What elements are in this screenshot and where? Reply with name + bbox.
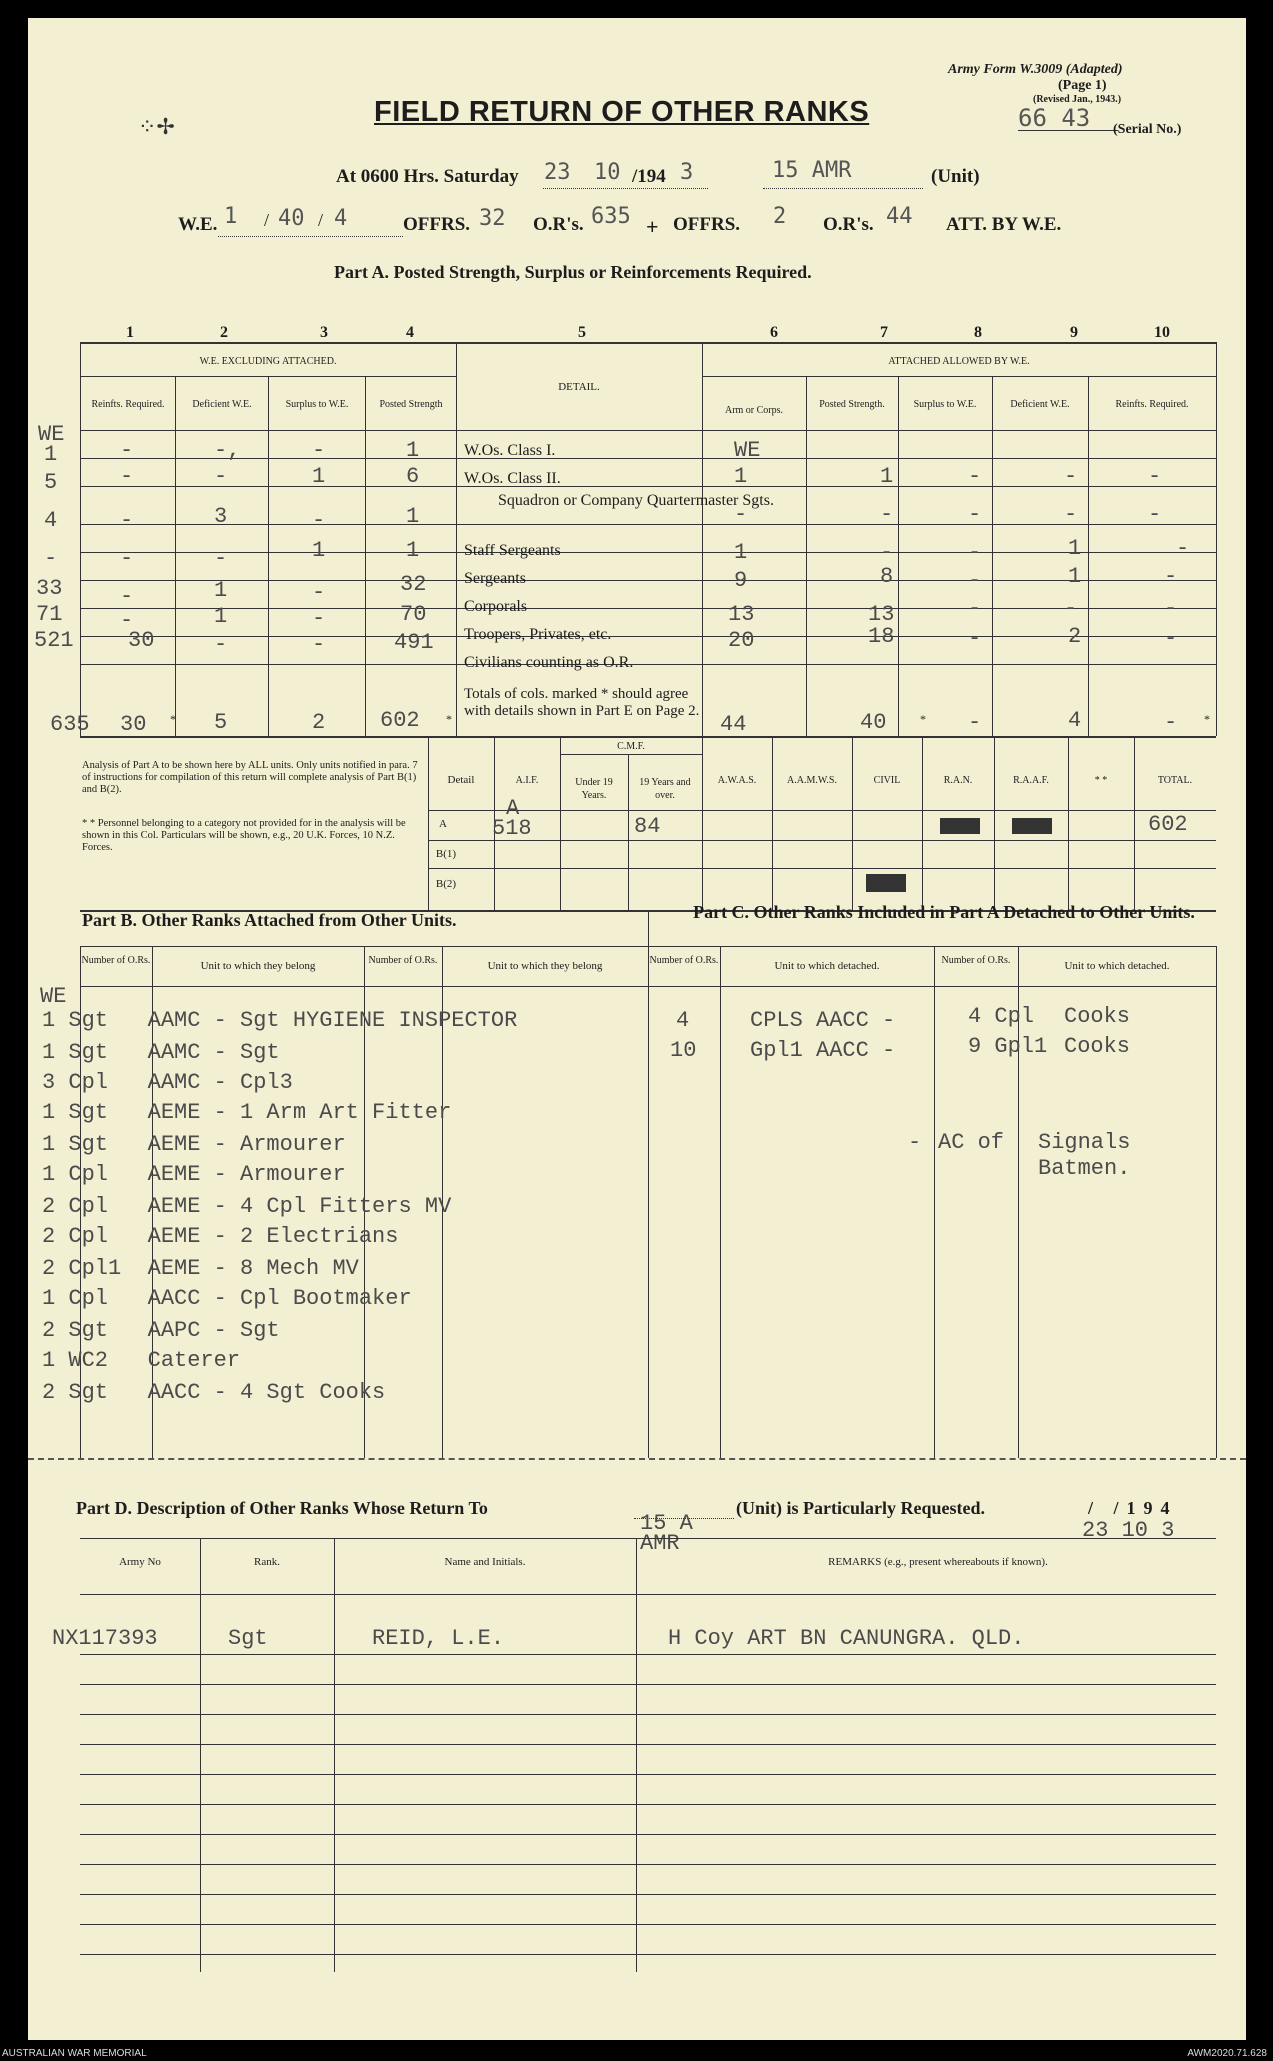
analysis-row-label: A <box>439 818 447 830</box>
cell-att-surplus: - <box>968 540 982 565</box>
cell-deficient: -, <box>214 438 241 463</box>
part-b-entry: 2 Cpl AEME - 2 Electrians <box>42 1224 399 1249</box>
col-number: 3 <box>320 324 328 341</box>
col-number: 4 <box>406 324 414 341</box>
part-c-num2: 9 Gpl1 <box>968 1034 1048 1059</box>
total-deficient: 5 <box>214 710 228 735</box>
cell-reinfts: - <box>120 508 134 533</box>
part-c-unit: - <box>908 1130 922 1155</box>
part-b-entry: 2 Cpl AEME - 4 Cpl Fitters MV <box>42 1194 452 1219</box>
ink-mark: ⁘✢ <box>138 114 175 139</box>
redaction-block <box>866 874 906 892</box>
part-d-header: Rank. <box>254 1556 280 1568</box>
cell-reinfts: - <box>120 584 134 609</box>
part-c-header: Unit to which detached. <box>774 960 880 972</box>
col-number: 9 <box>1070 324 1078 341</box>
cell-deficient: - <box>214 546 228 571</box>
part-c-header: Number of O.Rs. <box>649 955 719 966</box>
cell-att-surplus: - <box>968 626 982 651</box>
totals-detail: Totals of cols. marked * should agree with details shown in Part E on Page 2. <box>464 686 700 719</box>
page-title: FIELD RETURN OF OTHER RANKS <box>374 96 870 128</box>
cell-arm: - <box>734 502 748 527</box>
col-header: Surplus to W.E. <box>913 399 977 410</box>
army-number: NX117393 <box>52 1626 158 1651</box>
cell-deficient: 1 <box>214 604 228 629</box>
ors-value: 635 <box>591 204 631 229</box>
cell-deficient: - <box>214 632 228 657</box>
part-d-title-prefix: Part D. Description of Other Ranks Whose Return To <box>76 1498 488 1518</box>
cell-att-reinfts: - <box>1176 536 1190 561</box>
margin-value: 71 <box>36 602 63 627</box>
part-b-entry: 1 Sgt AEME - Armourer <box>42 1132 346 1157</box>
cell-att-deficient: - <box>1064 502 1078 527</box>
analysis-header: A.W.A.S. <box>717 775 757 786</box>
cell-surplus: - <box>312 580 326 605</box>
part-b-entry: 3 Cpl AAMC - Cpl3 <box>42 1070 293 1095</box>
cell-reinfts: 30 <box>128 628 155 653</box>
we-value-1: 1 <box>224 204 238 229</box>
cell-att-surplus: - <box>968 502 982 527</box>
cell-posted: 1 <box>406 504 420 529</box>
unit-value: 15 AMR <box>772 158 852 183</box>
cell-arm: 9 <box>734 568 748 593</box>
offrs2-label: OFFRS. <box>673 214 741 235</box>
form-sheet: Army Form W.3009 (Adapted) (Page 1) (Revised Jan., 1943.) 66 43 (Serial No.) FIELD RETURN OF OTHER RANKS ⁘✢ At 0600 Hrs. Saturday 23 10 /194 3 15 AMR (Unit) W.E. 1 / 40 / 4 OFFRS. 32 O.R's. 635 + OFFRS. 2 O.R's. 44 ATT. BY W.E. Part A. Posted Strength, Surplus or Reinforcements Required. 1 2 3 4 5 6 7 8 9 10 W.E. EXCLUDING ATTACHED. ATTACHED ALLOWED BY W.E. DETAIL. Reinfts. Required. Deficient W.E. Surplus to W.E. Posted Strength Arm or Corps. Posted Strength. Surplus to W.E. Deficient W.E. Reinfts. Required. WE 1 - -, - 1 W.Os. Class I. WE 5 - - 1 6 W.Os. Class II. 1 1 - - - 4 - 3 - 1 Squadron or Company Quartermaster Sgts. - - - - - - - - 1 1 Staff Sergeants 1 - - 1 - 33 - 1 - 32 Sergeants 9 8 - 1 - 71 - 1 - 70 Corporals 13 13 - - - 521 30 - - 491 Troopers, Privates, etc. 20 18 - 2 - Civilians counting as O.R. Totals of cols. marked * should agree with details shown in Part E on Page 2. 635 30 5 2 602 * * 44 40 * - 4 - * Analysis of Part A to be shown here by ALL units. Only units notified in para. 7 of instructions for compilation of this return will complete analysis of Part B(1) and B(2). * * Personnel belonging to a category not provided for in the analysis will be shown in this Col. Particulars will be shown, e.g., 20 U.K. Forces, 10 N.Z. Forces. Detail A.I.F. C.M.F. Under 19 Years. 19 Years and over. A.W.A.S. A.A.M.W.S. CIVIL R.A.N. R.A.A.F. * * TOTAL. A B(1) B(2) A 518 84 602 Part B. Other Ranks Attached from Other Units. Part C. Other Ranks Included in Part A Detached to Other Units. Number of O.Rs. Unit to which they belong Number of O.Rs. Unit to which they belong Number of O.Rs. Unit to which detached. Number of O.Rs. Unit to which detached. WE 1 Sgt AAMC - Sgt HYGIENE INSPECTOR 1 Sgt AAMC - Sgt 3 Cpl AAMC - Cpl3 1 Sgt AEME - 1 Arm Art Fitter 1 Sgt AEME - Armourer 1 Cpl AEME - Armourer 2 Cpl AEME - 4 Cpl Fitters MV 2 Cpl AEME - 2 Electrians 2 Cpl1 AEME - 8 Mech MV 1 Cpl AACC - Cpl Bootmaker 2 Sgt AAPC - Sgt 1 WC2 Caterer 2 Sgt AACC - 4 Sgt Cooks 4 CPLS AACC - 4 Cpl Cooks 10 Gpl1 AACC - 9 Gpl1 Cooks - AC of Signals Batmen. Part D. Description of Other Ranks Whose Return To (Unit) is Particularly Requested. / /194 15 A AMR 23 10 3 Army No Rank. Name and Initials. REMARKS (e.g., present whereabouts if known). NX117393 Sgt REID, L.E. H Coy ART BN CANUNGRA. QLD. <box>28 18 1246 2040</box>
analysis-header: 19 Years and over. <box>639 777 691 801</box>
cell-arm: 20 <box>728 628 755 653</box>
col-number: 6 <box>770 324 778 341</box>
cell-att-deficient: 1 <box>1068 564 1082 589</box>
offrs-label: OFFRS. <box>403 214 471 235</box>
we-label: W.E. <box>178 214 218 235</box>
cell-posted: 6 <box>406 464 420 489</box>
part-b-entry: 1 Sgt AEME - 1 Arm Art Fitter <box>42 1100 452 1125</box>
footer-right: AWM2020.71.628 <box>1187 2048 1267 2059</box>
cell-att-posted: - <box>880 540 894 565</box>
part-b-entry: 1 WC2 Caterer <box>42 1348 241 1373</box>
ors2-value: 44 <box>886 204 913 229</box>
part-c-unit2: Cooks <box>1064 1004 1131 1029</box>
cell-arm: 1 <box>734 540 748 565</box>
detail-label: W.Os. Class II. <box>464 470 561 487</box>
col-number: 7 <box>880 324 888 341</box>
form-id: Army Form W.3009 (Adapted) <box>948 62 1123 77</box>
col-number: 5 <box>578 324 586 341</box>
part-d-title-mid: (Unit) is Particularly Requested. <box>736 1498 985 1518</box>
analysis-header: A.I.F. <box>515 775 539 786</box>
part-b-header: Number of O.Rs. <box>81 955 151 966</box>
cell-deficient: - <box>214 464 228 489</box>
part-c-num2: AC of <box>938 1130 1005 1155</box>
col-header: Deficient W.E. <box>1010 399 1070 410</box>
revised-date: (Revised Jan., 1943.) <box>1033 94 1122 105</box>
part-c-unit: CPLS AACC - <box>750 1008 896 1033</box>
part-c-unit2: Cooks <box>1064 1034 1131 1059</box>
col-header: Posted Strength <box>379 399 443 410</box>
page-number: (Page 1) <box>1058 78 1107 93</box>
part-c-unit2: Signals Batmen. <box>1038 1130 1131 1181</box>
col-header: Reinfts. Required. <box>91 399 165 410</box>
part-d-header: Name and Initials. <box>444 1556 526 1568</box>
cell-surplus: - <box>312 632 326 657</box>
part-c-num2: 4 Cpl <box>968 1004 1035 1029</box>
cell-att-reinfts: - <box>1148 502 1162 527</box>
part-c-num: 4 <box>676 1008 690 1033</box>
cmf-over19: 84 <box>634 814 661 839</box>
part-c-num: 10 <box>670 1038 697 1063</box>
part-b-entry: 1 Cpl AACC - Cpl Bootmaker <box>42 1286 412 1311</box>
part-d-title-date: / /194 <box>1088 1498 1178 1518</box>
total-att-surplus: - <box>968 710 982 735</box>
cell-reinfts: - <box>120 464 134 489</box>
analysis-row-label: B(2) <box>435 878 457 890</box>
analysis-header: CIVIL <box>873 775 901 786</box>
analysis-total: 602 <box>1148 812 1188 837</box>
footer-left: AUSTRALIAN WAR MEMORIAL <box>2 2048 147 2059</box>
detail-label: Sergeants <box>464 570 526 587</box>
serial-value: 66 43 <box>1018 104 1091 132</box>
cell-att-deficient: 1 <box>1068 536 1082 561</box>
part-a-title: Part A. Posted Strength, Surplus or Reinforcements Required. <box>334 262 812 282</box>
part-d-unit-value: 15 A AMR <box>640 1511 693 1556</box>
redaction-block <box>1012 818 1052 834</box>
cell-att-posted: - <box>880 502 894 527</box>
detail-label: Civilians counting as O.R. <box>464 654 634 671</box>
col-number: 2 <box>220 324 228 341</box>
col-header: Arm or Corps. <box>724 405 784 416</box>
date-underline <box>543 188 708 189</box>
we-margin: WE <box>38 422 65 447</box>
cell-att-reinfts: - <box>1164 596 1178 621</box>
cell-att-posted: 13 <box>868 602 895 627</box>
cell-deficient: 3 <box>214 504 228 529</box>
ors-label: O.R's. <box>533 214 584 235</box>
part-b-entry: 1 Sgt AAMC - Sgt <box>42 1040 280 1065</box>
part-c-title: Part C. Other Ranks Included in Part A Detached to Other Units. <box>693 902 1195 922</box>
offrs2-value: 2 <box>773 204 787 229</box>
analysis-header: Under 19 Years. <box>575 777 613 801</box>
offrs-value: 32 <box>479 206 506 231</box>
total-att-reinfts: - <box>1164 710 1178 735</box>
detail-label: W.Os. Class I. <box>464 442 556 459</box>
plus-sign: + <box>646 214 659 239</box>
cell-reinfts: - <box>120 608 134 633</box>
part-b-entry: 2 Sgt AAPC - Sgt <box>42 1318 280 1343</box>
star-mark: * <box>920 712 926 726</box>
cell-att-deficient: - <box>1064 464 1078 489</box>
part-b-entry: 2 Sgt AACC - 4 Sgt Cooks <box>42 1380 386 1405</box>
at-line-label: At 0600 Hrs. Saturday <box>336 166 519 187</box>
analysis-note-2: * * Personnel belonging to a category not provided for in the analysis will be shown in this Col. Particulars will be shown, e.g., 20 U.K. Forces, 10 N.Z. Forces. <box>82 818 406 853</box>
analysis-header: TOTAL. <box>1157 775 1193 786</box>
cell-reinfts: - <box>120 546 134 571</box>
part-b-title: Part B. Other Ranks Attached from Other Units. <box>82 910 457 930</box>
cell-posted: 32 <box>400 572 427 597</box>
detail-label: Squadron or Company Quartermaster Sgts. <box>498 492 774 509</box>
serial-underline <box>1018 130 1118 131</box>
remarks: H Coy ART BN CANUNGRA. QLD. <box>668 1626 1025 1651</box>
group-header-left: W.E. EXCLUDING ATTACHED. <box>199 356 337 367</box>
we-value-3: 4 <box>334 206 348 231</box>
we-underline <box>218 236 403 237</box>
date-year-suffix: 3 <box>680 160 694 185</box>
att-label: ATT. BY W.E. <box>946 214 1062 235</box>
col-header: Reinfts. Required. <box>1115 399 1189 410</box>
col-header: Posted Strength. <box>819 399 885 410</box>
cell-att-deficient: - <box>1064 596 1078 621</box>
serial-label: (Serial No.) <box>1113 122 1182 137</box>
date-month: 10 <box>594 160 621 185</box>
col-number: 8 <box>974 324 982 341</box>
col-number: 1 <box>126 324 134 341</box>
cell-att-reinfts: - <box>1148 464 1162 489</box>
part-d-header: Army No <box>119 1556 161 1568</box>
detail-label: Corporals <box>464 598 528 615</box>
total-arm: 44 <box>720 712 747 737</box>
date-year-prefix: /194 <box>632 166 666 187</box>
part-b-entry: 2 Cpl1 AEME - 8 Mech MV <box>42 1256 359 1281</box>
cell-att-surplus: - <box>968 464 982 489</box>
redaction-block <box>940 818 980 834</box>
rank: Sgt <box>228 1626 268 1651</box>
analysis-header: R.A.N. <box>943 775 973 786</box>
margin-value: 1 <box>44 442 58 467</box>
analysis-header: * * <box>1094 775 1108 786</box>
part-c-header: Number of O.Rs. <box>941 955 1011 966</box>
total-reinfts: 30 <box>120 712 147 737</box>
cell-posted: 491 <box>394 630 434 655</box>
margin-value: 33 <box>36 576 63 601</box>
cell-deficient: 1 <box>214 578 228 603</box>
cell-surplus: 1 <box>312 464 326 489</box>
cell-att-surplus: - <box>968 568 982 593</box>
part-b-header: Unit to which they belong <box>200 960 316 972</box>
part-d-header: REMARKS (e.g., present whereabouts if known). <box>828 1556 1048 1568</box>
cell-surplus: - <box>312 438 326 463</box>
part-b-we-margin: WE <box>40 984 67 1009</box>
cell-posted: 1 <box>406 438 420 463</box>
part-b-entry: 1 Sgt AAMC - Sgt HYGIENE INSPECTOR <box>42 1008 518 1033</box>
margin-value: - <box>44 546 58 571</box>
total-margin: 635 <box>50 712 90 737</box>
cell-posted: 70 <box>400 602 427 627</box>
cell-surplus: 1 <box>312 538 326 563</box>
cell-att-surplus: - <box>968 596 982 621</box>
cell-arm: 13 <box>728 602 755 627</box>
cell-arm: WE <box>734 438 761 463</box>
part-d-date-value: 23 10 3 <box>1082 1518 1175 1543</box>
star-mark: * <box>1204 712 1210 726</box>
total-surplus: 2 <box>312 710 326 735</box>
total-posted: 602 <box>380 708 420 733</box>
margin-value: 4 <box>44 508 58 533</box>
star-mark: * <box>170 712 176 726</box>
part-c-header: Unit to which detached. <box>1064 960 1170 972</box>
cell-surplus: - <box>312 606 326 631</box>
date-day: 23 <box>544 160 571 185</box>
cell-surplus: - <box>312 508 326 533</box>
analysis-header: R.A.A.F. <box>1013 775 1049 786</box>
cell-att-reinfts: - <box>1164 564 1178 589</box>
aif-mark: A <box>506 796 520 821</box>
unit-underline <box>763 188 923 189</box>
cell-reinfts: - <box>120 438 134 463</box>
total-att-deficient: 4 <box>1068 708 1082 733</box>
star-mark: * <box>446 712 452 726</box>
we-value-2: 40 <box>278 206 305 231</box>
ors2-label: O.R's. <box>823 214 874 235</box>
detail-label: Staff Sergeants <box>464 542 561 559</box>
cell-att-deficient: 2 <box>1068 624 1082 649</box>
group-header-right: ATTACHED ALLOWED BY W.E. <box>888 356 1030 367</box>
analysis-row-label: B(1) <box>435 848 457 860</box>
total-att-posted: 40 <box>860 710 887 735</box>
name-initials: REID, L.E. <box>372 1626 505 1651</box>
part-b-header: Number of O.Rs. <box>368 955 438 966</box>
cell-arm: 1 <box>734 464 748 489</box>
cell-att-posted: 8 <box>880 564 894 589</box>
analysis-note-1: Analysis of Part A to be shown here by ALL units. Only units notified in para. 7 of instructions for compilation of this return will complete analysis of Part B(1) and B(2). <box>82 760 418 795</box>
col-number: 10 <box>1154 324 1170 341</box>
aif-value: 518 <box>492 816 532 841</box>
col-header: Surplus to W.E. <box>285 399 349 410</box>
margin-value: 521 <box>34 628 74 653</box>
part-b-entry: 1 Cpl AEME - Armourer <box>42 1162 346 1187</box>
analysis-header: A.A.M.W.S. <box>787 775 837 786</box>
detail-header: DETAIL. <box>558 381 600 393</box>
margin-value: 5 <box>44 470 58 495</box>
cell-att-posted: 18 <box>868 624 895 649</box>
cell-att-reinfts: - <box>1164 626 1178 651</box>
part-c-unit: Gpl1 AACC - <box>750 1038 896 1063</box>
unit-label: (Unit) <box>931 166 980 187</box>
cell-att-posted: 1 <box>880 464 894 489</box>
cell-posted: 1 <box>406 538 420 563</box>
part-b-header: Unit to which they belong <box>487 960 603 972</box>
col-header: Deficient W.E. <box>192 399 252 410</box>
analysis-detail-label: Detail <box>447 774 475 786</box>
detail-label: Troopers, Privates, etc. <box>464 626 612 643</box>
analysis-header: C.M.F. <box>617 741 645 752</box>
